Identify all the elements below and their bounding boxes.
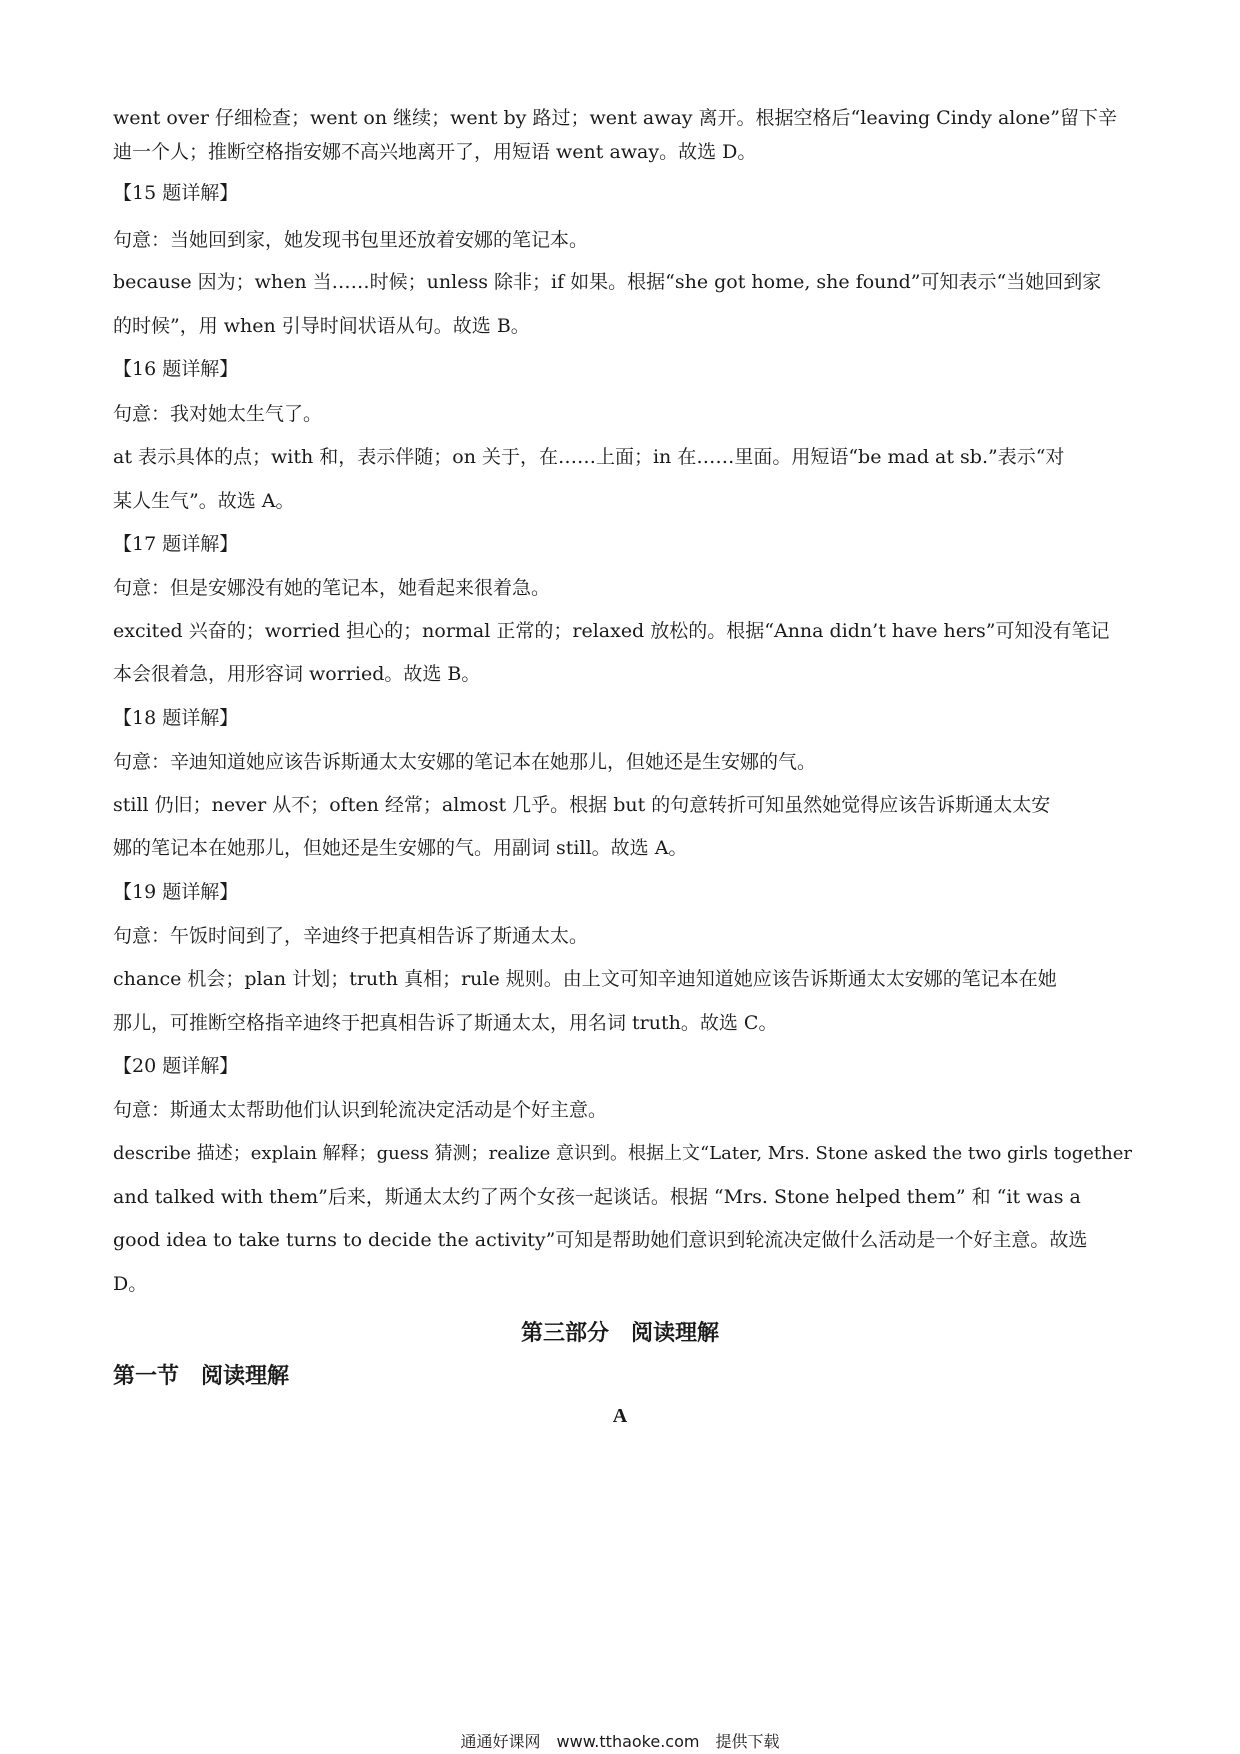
q19-heading: 【19 题详解】 [113, 881, 239, 903]
text-line: went over 仔细检查；went on 继续；went by 路过；went away 离开。根据空格后“leaving Cindy alone”留下辛 [113, 107, 1117, 129]
q20-line: good idea to take turns to decide the activity”可知是帮助她们意识到轮流决定做什么活动是一个好主意。故选 [113, 1229, 1088, 1251]
q19-line: chance 机会；plan 计划；truth 真相；rule 规则。由上文可知辛迪知道她应该告诉斯通太太安娜的笔记本在她 [113, 968, 1057, 990]
q20-line: D。 [113, 1273, 148, 1295]
q17-line: 句意：但是安娜没有她的笔记本，她看起来很着急。 [113, 577, 551, 599]
q18-line: 娜的笔记本在她那儿，但她还是生安娜的气。用副词 still。故选 A。 [113, 837, 688, 859]
section-title: 第三部分 阅读理解 [520, 1321, 719, 1346]
passage-label: A [612, 1405, 628, 1427]
q17-line: excited 兴奋的；worried 担心的；normal 正常的；relaxed 放松的。根据“Anna didn’t have hers”可知没有笔记 [113, 620, 1110, 642]
subsection-title: 第一节 阅读理解 [113, 1364, 290, 1389]
q18-line: still 仍旧；never 从不；often 经常；almost 几乎。根据 but 的句意转折可知虽然她觉得应该告诉斯通太太安 [113, 794, 1051, 816]
text-line: 迪一个人；推断空格指安娜不高兴地离开了，用短语 went away。故选 D。 [113, 141, 757, 163]
q20-line: and talked with them”后来，斯通太太约了两个女孩一起谈话。根据 “Mrs. Stone helped them” 和 “it was a [113, 1186, 1081, 1208]
q18-line: 句意：辛迪知道她应该告诉斯通太太安娜的笔记本在她那儿，但她还是生安娜的气。 [113, 751, 817, 773]
q17-line: 本会很着急，用形容词 worried。故选 B。 [113, 663, 481, 685]
page-footer: 通通好课网 www.tthaoke.com 提供下载 [460, 1732, 780, 1751]
q16-line: 某人生气”。故选 A。 [113, 490, 295, 512]
q17-heading: 【17 题详解】 [113, 533, 239, 555]
q16-line: at 表示具体的点；with 和，表示伴随；on 关于，在……上面；in 在……里面。用短语“be mad at sb.”表示“对 [113, 446, 1065, 468]
q15-line: because 因为；when 当……时候；unless 除非；if 如果。根据“she got home, she found”可知表示“当她回到家 [113, 271, 1102, 293]
q16-line: 句意：我对她太生气了。 [113, 403, 323, 425]
q19-line: 句意：午饭时间到了，辛迪终于把真相告诉了斯通太太。 [113, 925, 589, 947]
q15-line: 的时候”，用 when 引导时间状语从句。故选 B。 [113, 315, 530, 337]
q16-heading: 【16 题详解】 [113, 358, 239, 380]
q15-heading: 【15 题详解】 [113, 182, 239, 204]
q18-heading: 【18 题详解】 [113, 707, 239, 729]
q20-heading: 【20 题详解】 [113, 1055, 239, 1077]
q15-line: 句意：当她回到家，她发现书包里还放着安娜的笔记本。 [113, 229, 589, 251]
q19-line: 那儿，可推断空格指辛迪终于把真相告诉了斯通太太，用名词 truth。故选 C。 [113, 1012, 778, 1034]
q20-line: 句意：斯通太太帮助他们认识到轮流决定活动是个好主意。 [113, 1099, 608, 1121]
q20-line: describe 描述；explain 解释；guess 猜测；realize 意识到。根据上文“Later, Mrs. Stone asked the two girls together [113, 1143, 1132, 1164]
